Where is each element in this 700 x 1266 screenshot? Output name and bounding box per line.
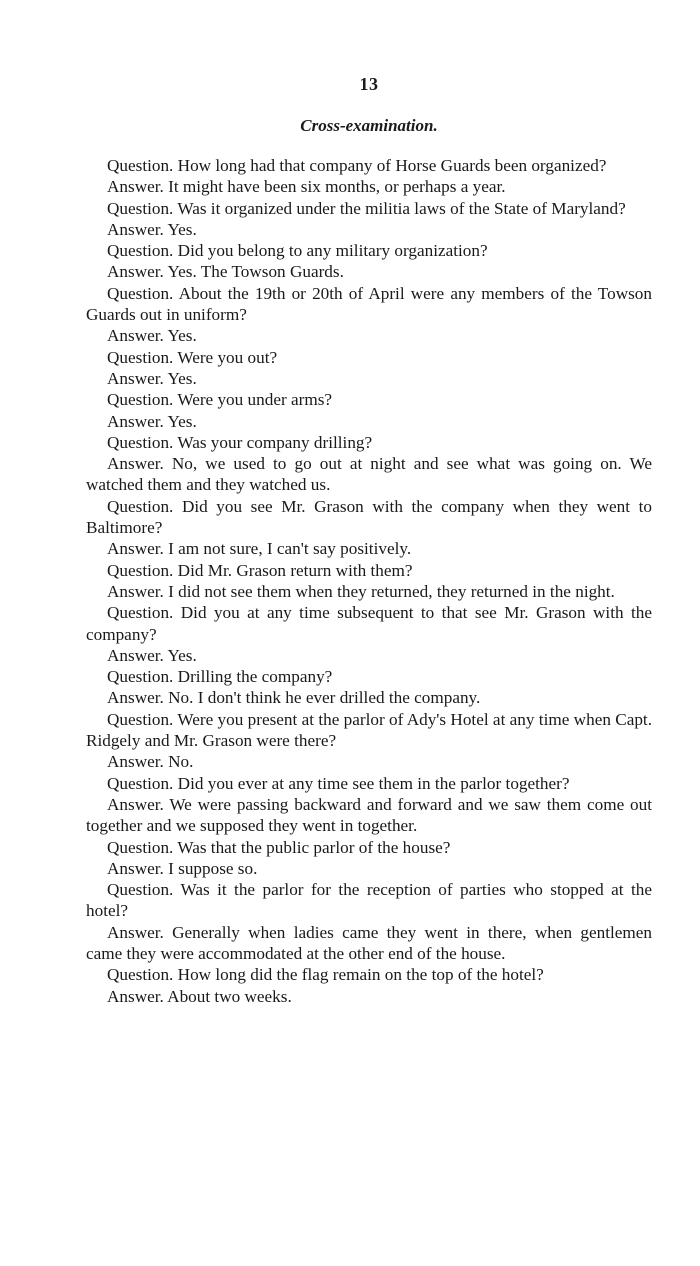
question-paragraph: Question. Was it organized under the militia laws of the State of Maryland? (107, 198, 626, 218)
answer-paragraph: Answer. I did not see them when they returned, they returned in the night. (107, 581, 615, 601)
answer-paragraph: Answer. Generally when ladies came they went in there, when gentlemen came they were accommodated at the other end of the house. (86, 922, 652, 963)
answer-paragraph: Answer. Yes. The Towson Guards. (107, 262, 344, 282)
answer-paragraph: Answer. No. (107, 752, 194, 772)
answer-paragraph: Answer. Yes. (107, 326, 197, 346)
page-number: 13 (359, 74, 379, 94)
answer-paragraph: Answer. I suppose so. (107, 858, 258, 878)
question-paragraph: Question. Did you at any time subsequent to that see Mr. Grason with the company? (86, 603, 652, 644)
question-paragraph: Question. Did you see Mr. Grason with the company when they went to Baltimore? (86, 496, 652, 538)
answer-paragraph: Answer. Yes. (107, 219, 197, 239)
answer-paragraph: Answer. It might have been six months, or perhaps a year. (107, 177, 506, 197)
question-paragraph: Question. Did Mr. Grason return with them? (107, 560, 413, 580)
question-paragraph: Question. Did you ever at any time see them in the parlor together? (107, 773, 570, 793)
question-paragraph: Question. About the 19th or 20th of April were any members of the Towson Guards out in uniform? (86, 283, 652, 325)
question-paragraph: Question. How long did the flag remain on the top of the hotel? (107, 965, 544, 985)
answer-paragraph: Answer. No. I don't think he ever drilled the company. (107, 688, 481, 708)
question-paragraph: Question. Were you under arms? (107, 390, 333, 410)
question-paragraph: Question. Drilling the company? (107, 667, 333, 687)
answer-paragraph: Answer. No, we used to go out at night and see what was going on. We watched them and they watched us. (86, 454, 652, 495)
section-heading: Cross-examination. (300, 116, 438, 135)
answer-paragraph: Answer. Yes. (107, 645, 197, 665)
question-paragraph: Question. Did you belong to any military organization? (107, 241, 488, 261)
question-paragraph: Question. How long had that company of Horse Guards been organized? (107, 156, 607, 175)
question-paragraph: Question. Was that the public parlor of the house? (107, 837, 451, 857)
answer-paragraph: Answer. Yes. (107, 411, 197, 431)
question-paragraph: Question. Was it the parlor for the reception of parties who stopped at the hotel? (86, 880, 652, 921)
question-paragraph: Question. Was your company drilling? (107, 432, 373, 452)
question-paragraph: Question. Were you out? (107, 347, 278, 367)
answer-paragraph: Answer. I am not sure, I can't say positively. (107, 539, 412, 559)
answer-paragraph: Answer. About two weeks. (107, 986, 292, 1006)
testimony-body (86, 155, 652, 1007)
answer-paragraph: Answer. Yes. (107, 368, 197, 388)
answer-paragraph: Answer. We were passing backward and forward and we saw them come out together and we supposed they went in together. (86, 794, 652, 836)
question-paragraph: Question. Were you present at the parlor of Ady's Hotel at any time when Capt. Ridgely and Mr. Grason were there? (86, 709, 652, 751)
